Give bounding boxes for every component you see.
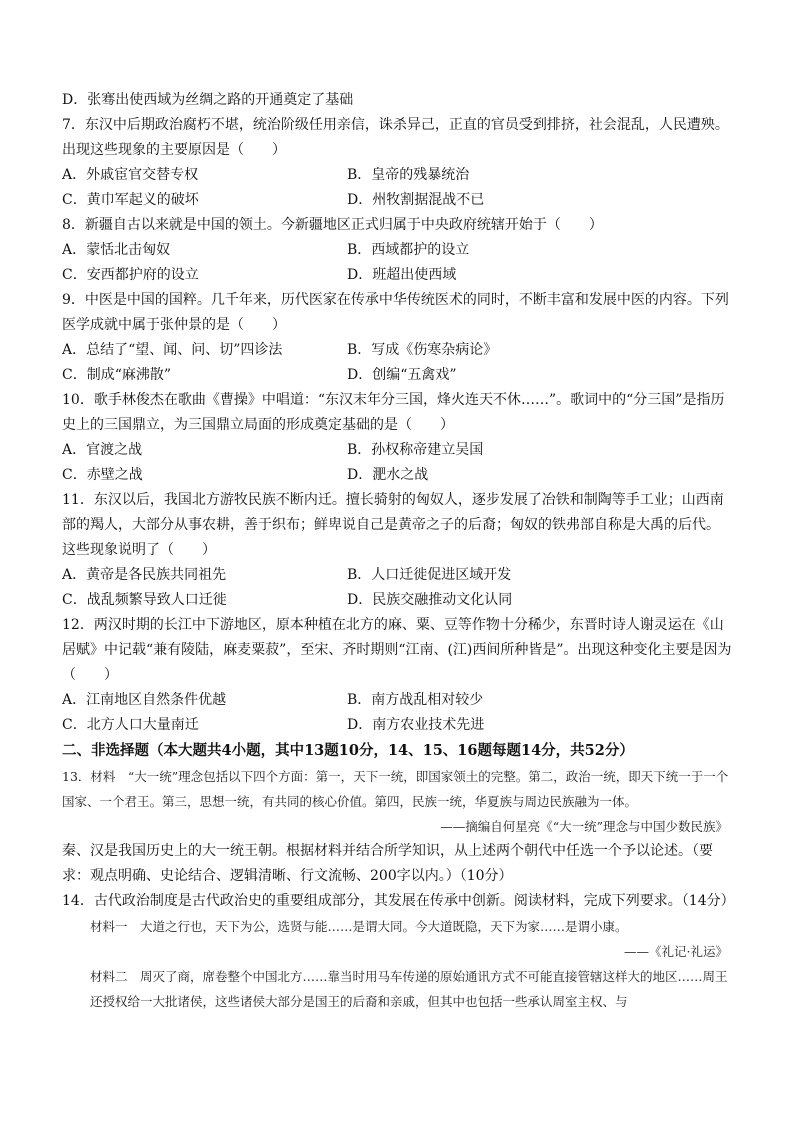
question-7-options-row-1 xyxy=(62,163,732,188)
question-12-options-row-2 xyxy=(62,713,732,738)
option-a: A．官渡之战 xyxy=(62,442,143,458)
question-11-stem: 11．东汉以后，我国北方游牧民族不断内迁。擅长骑射的匈奴人，逐步发展了冶铁和制陶等手工业；山西南部的羯人，大部分从事农耕，善于织布；鲜卑说自己是黄帝之子的后裔；匈奴的铁弗部自称是大禹的后代。这些现象说明了（ ） xyxy=(62,492,724,558)
question-8-stem: 8．新疆自古以来就是中国的领土。今新疆地区正式归属于中央政府统辖开始于（ ） xyxy=(62,217,603,233)
section-2-heading: 二、非选择题（本大题共4小题，其中13题10分，14、15、16题每题14分，共52分） xyxy=(62,742,634,759)
question-8-options-row-2 xyxy=(62,263,732,288)
question-13-material: 13．材料 “大一统”理念包括以下四个方面：第一，天下一统，即国家领土的完整。第二，政治一统，即天下统一于一个国家、一个君王。第三，思想一统，有共同的核心价值。第四，民族一统，华夏族与周边民族融为一体。 xyxy=(62,769,729,809)
option-b: B．人口迁徙促进区域开发 xyxy=(347,567,512,583)
question-13-task: 秦、汉是我国历史上的大一统王朝。根据材料并结合所学知识，从上述两个朝代中任选一个予以论述。（要求：观点明确、史论结合、逻辑清晰、行文流畅、200字以内。）（10分） xyxy=(62,843,713,884)
question-14-material-1: 材料一 大道之行也，天下为公，选贤与能……是谓大同。今大道既隐，天下为家……是谓小康。 xyxy=(90,919,628,934)
question-10-options-row-1 xyxy=(62,438,732,463)
option-b: B．西域都护的设立 xyxy=(347,242,470,258)
question-9-options-row-1 xyxy=(62,338,732,363)
option-a: A．江南地区自然条件优越 xyxy=(62,692,227,708)
page-content xyxy=(62,88,735,1014)
question-12-stem: 12．两汉时期的长江中下游地区，原本种植在北方的麻、粟、豆等作物十分稀少，东晋时诗人谢灵运在《山居赋》中记载“兼有陵陆，麻麦粟菽”，至宋、齐时期则“江南、(江)西间所种皆是”。出现这种变化主要是因为（ ） xyxy=(62,617,732,683)
question-9-options-row-2 xyxy=(62,363,732,388)
option-a: A．黄帝是各民族共同祖先 xyxy=(62,567,227,583)
option-d: D．民族交融推动文化认同 xyxy=(347,592,513,608)
option-d: D．班超出使西域 xyxy=(347,267,457,283)
question-11-options-row-1 xyxy=(62,563,732,588)
option-c: C．制成“麻沸散” xyxy=(62,367,172,383)
option-c: C．安西都护府的设立 xyxy=(62,267,199,283)
option-c: C．战乱频繁导致人口迁徙 xyxy=(62,592,227,608)
question-9-stem: 9．中医是中国的国粹。几千年来，历代医家在传承中华传统医术的同时，不断丰富和发展中医的内容。下列医学成就中属于张仲景的是（ ） xyxy=(62,292,729,333)
option-d: D．南方农业技术先进 xyxy=(347,717,485,733)
question-7-stem: 7．东汉中后期政治腐朽不堪，统治阶级任用亲信，诛杀异己，正直的官员受到排挤，社会混乱，人民遭殃。出现这些现象的主要原因是（ ） xyxy=(62,117,729,158)
option-b: B．南方战乱相对较少 xyxy=(347,692,484,708)
option-a: A．外戚宦官交替专权 xyxy=(62,167,199,183)
option-d: D．创编“五禽戏” xyxy=(347,367,457,383)
option-a: A．蒙恬北击匈奴 xyxy=(62,242,171,258)
question-14-material-2: 材料二 周灭了商，席卷整个中国北方……靠当时用马车传递的原始通讯方式不可能直接管辖这样大的地区……周王还授权给一大批诸侯，这些诸侯大部分是国王的后裔和亲戚，但其中也包括一些承认周室主权、与 xyxy=(90,969,728,1009)
question-12-options-row-1 xyxy=(62,688,732,713)
option-b: B．孙权称帝建立吴国 xyxy=(347,442,484,458)
question-10-stem: 10．歌手林俊杰在歌曲《曹操》中唱道：“东汉末年分三国，烽火连天不休……”。歌词中的“分三国”是指历史上的三国鼎立，为三国鼎立局面的形成奠定基础的是（ ） xyxy=(62,392,725,433)
option-c: C．黄巾军起义的破坏 xyxy=(62,192,199,208)
option-b: B．写成《伤寒杂病论》 xyxy=(347,342,498,358)
option-d: D．淝水之战 xyxy=(347,467,429,483)
question-14-source-1: ——《礼记·礼运》 xyxy=(624,944,728,959)
option-b: B．皇帝的残暴统治 xyxy=(347,167,470,183)
question-13-source: ——摘编自何星亮《“大一统”理念与中国少数民族》 xyxy=(440,819,728,834)
option-a: A．总结了“望、闻、问、切”四诊法 xyxy=(62,342,283,358)
question-7-options-row-2 xyxy=(62,188,732,213)
option-d: D．州牧割据混战不已 xyxy=(347,192,485,208)
option-c: C．北方人口大量南迁 xyxy=(62,717,199,733)
question-11-options-row-2 xyxy=(62,588,732,613)
option-c: C．赤壁之战 xyxy=(62,467,143,483)
q6-option-d: D．张骞出使西域为丝绸之路的开通奠定了基础 xyxy=(62,92,354,108)
question-10-options-row-2 xyxy=(62,463,732,488)
question-8-options-row-1 xyxy=(62,238,732,263)
question-14-stem: 14．古代政治制度是古代政治史的重要组成部分，其发展在传承中创新。阅读材料，完成下列要求。（14分） xyxy=(62,893,735,909)
